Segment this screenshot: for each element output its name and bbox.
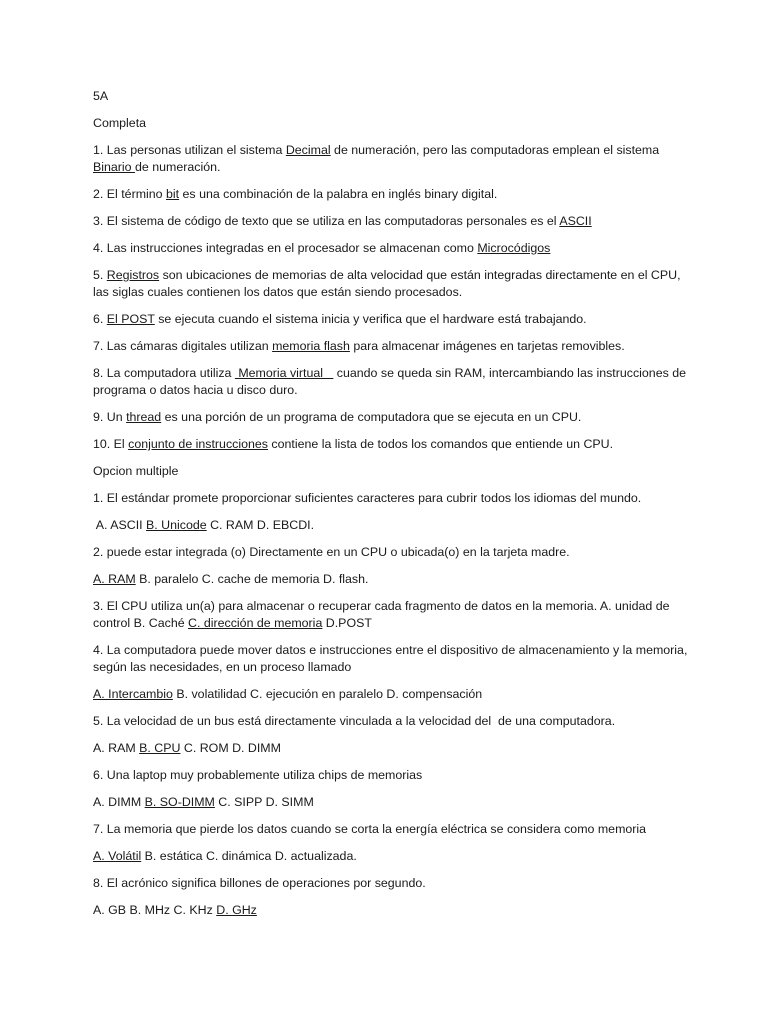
answer: A. Volátil — [93, 849, 142, 863]
answer: A. Intercambio — [93, 687, 173, 701]
completa-q3: 3. El sistema de código de texto que se utiliza en las computadoras personales es el ASCII — [93, 214, 592, 228]
answer: A. RAM — [93, 572, 136, 586]
answer: ASCII — [559, 214, 592, 228]
completa-q9: 9. Un thread es una porción de un programa de computadora que se ejecuta en un CPU. — [93, 410, 582, 424]
answer: thread — [126, 410, 162, 424]
multiple-q5-options: A. RAM B. CPU C. ROM D. DIMM — [93, 741, 281, 755]
completa-q8: 8. La computadora utiliza Memoria virtual cuando se queda sin RAM, intercambiando las instrucciones de programa o datos hacia u disco duro. — [93, 366, 687, 397]
completa-q2: 2. El término bit es una combinación de la palabra en inglés binary digital. — [93, 187, 498, 201]
answer: Binario — [93, 160, 136, 174]
answer: B. SO-DIMM — [144, 795, 215, 809]
completa-q10: 10. El conjunto de instrucciones contiene la lista de todos los comandos que entiende un CPU. — [93, 437, 614, 451]
answer: Decimal — [285, 143, 331, 157]
section-heading-completa: Completa — [93, 116, 147, 130]
multiple-q5: 5. La velocidad de un bus está directamente vinculada a la velocidad del de una computadora. — [93, 714, 616, 728]
answer: D. GHz — [216, 903, 257, 917]
answer: bit — [166, 187, 180, 201]
completa-q7: 7. Las cámaras digitales utilizan memoria flash para almacenar imágenes en tarjetas removibles. — [93, 339, 625, 353]
answer: memoria flash — [272, 339, 350, 353]
answer: B. CPU — [139, 741, 181, 755]
multiple-q1-options: A. ASCII B. Unicode C. RAM D. EBCDI. — [93, 518, 315, 532]
answer: conjunto de instrucciones — [128, 437, 268, 451]
answer: C. dirección de memoria — [188, 616, 323, 630]
answer: El POST — [106, 312, 155, 326]
answer: B. Unicode — [146, 518, 207, 532]
multiple-q8: 8. El acrónico significa billones de operaciones por segundo. — [93, 876, 426, 890]
multiple-q7: 7. La memoria que pierde los datos cuando se corta la energía eléctrica se considera como memoria — [93, 822, 647, 836]
multiple-q2: 2. puede estar integrada (o) Directamente en un CPU o ubicada(o) en la tarjeta madre. — [93, 545, 570, 559]
answer: Microcódigos — [477, 241, 551, 255]
section-heading-multiple: Opcion multiple — [93, 464, 179, 478]
completa-q5: 5. Registros son ubicaciones de memorias de alta velocidad que están integradas directamente en el CPU, las siglas cuales contienen los datos que están siendo procesados. — [93, 268, 681, 299]
multiple-q4-options: A. Intercambio B. volatilidad C. ejecución en paralelo D. compensación — [93, 687, 483, 701]
completa-q6: 6. El POST se ejecuta cuando el sistema inicia y verifica que el hardware está trabajando. — [93, 312, 587, 326]
completa-q1: 1. Las personas utilizan el sistema Decimal de numeración, pero las computadoras emplean el sistema Binario de numeración. — [93, 143, 660, 174]
answer: Registros — [106, 268, 160, 282]
document-page — [93, 88, 693, 929]
page-title: 5A — [93, 89, 109, 103]
multiple-q7-options: A. Volátil B. estática C. dinámica D. actualizada. — [93, 849, 357, 863]
answer: Memoria virtual — [234, 366, 334, 380]
completa-q4: 4. Las instrucciones integradas en el procesador se almacenan como Microcódigos — [93, 241, 551, 255]
multiple-q8-options: A. GB B. MHz C. KHz D. GHz — [93, 903, 257, 917]
multiple-q3: 3. El CPU utiliza un(a) para almacenar o recuperar cada fragmento de datos en la memoria. A. unidad de control B. Caché C. dirección de memoria D.POST — [93, 599, 670, 630]
multiple-q6: 6. Una laptop muy probablemente utiliza chips de memorias — [93, 768, 423, 782]
multiple-q2-options: A. RAM B. paralelo C. cache de memoria D. flash. — [93, 572, 369, 586]
multiple-q1: 1. El estándar promete proporcionar suficientes caracteres para cubrir todos los idiomas del mundo. — [93, 491, 642, 505]
multiple-q6-options: A. DIMM B. SO-DIMM C. SIPP D. SIMM — [93, 795, 314, 809]
multiple-q4: 4. La computadora puede mover datos e instrucciones entre el dispositivo de almacenamiento y la memoria, según las necesidades, en un proceso llamado — [93, 643, 688, 674]
